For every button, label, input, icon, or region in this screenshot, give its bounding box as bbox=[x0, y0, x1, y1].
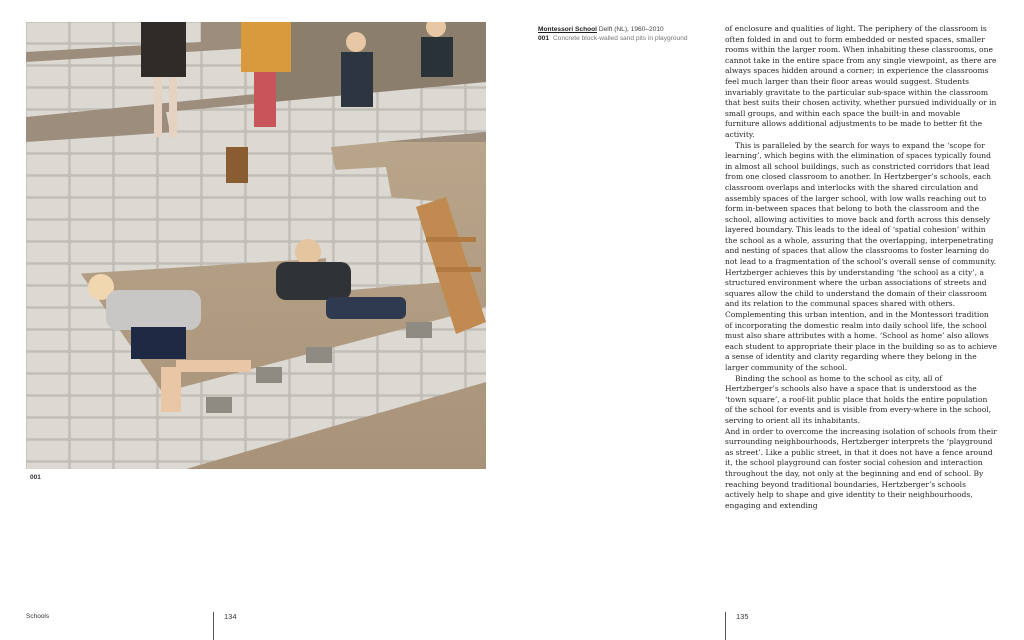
paragraph: Binding the school as home to the school as city, all of Hertzberger’s schools also have a space that is understood as the ‘town square’, a roof-lit public place that holds the entire population of the school for events and is visible from every-where in the school, serving to orient all its inhabitants. bbox=[725, 373, 992, 425]
caption-place: Delft (NL), 1960–2010 bbox=[598, 26, 664, 33]
photo-sand-pits bbox=[26, 22, 486, 469]
caption-title: Montessori School bbox=[538, 26, 597, 33]
running-footer-section: Schools bbox=[26, 613, 50, 620]
page-number-left: 134 bbox=[224, 612, 237, 621]
paragraph: This is paralleled by the search for ways to expand the ‘scope for learning’, which begins with the elimination of spaces typically found in almost all school buildings, such as constricted corridors that lead from one closed classroom to another. In Hertzberger’s schools, each classroom overlaps and interlocks with the shared circulation and assembly spaces of the larger school, with low walls reaching out to form in-between spaces that belong to both the classroom and the school, allowing activities to move back and forth across this densely layered boundary. This leads to the ideal of ‘spatial cohesion’ within the school as a whole, assuring that the overlapping, interpenetrating and nesting of spaces that allow the classrooms to foster learning do not lead to a fragmentation of the school’s overall sense of community. Hertzberger achieves this by understanding ‘the school as a city’, a structured environment where the urban associations of streets and squares allow the child to understand the domain of their classroom and its relation to the communal spaces shared with others. Complementing this urban intention, and in the Montessori tradition of incorporating the domestic realm into daily school life, the school must also share attributes with a home. ‘School as home’ also allows each student to appropriate their place in the building so as to achieve a sense of identity and clarity regarding where they belong in the larger community of the school. bbox=[725, 140, 998, 372]
caption-number: 001 bbox=[538, 35, 550, 42]
paragraph: And in order to overcome the increasing isolation of schools from their surrounding neighbourhoods, Hertzberger interprets the ‘playground as street’. Like a public street, in that it does not have a fence around it, the school playground can foster social cohesion and interaction throughout the day, not only at the beginning and end of school. By reaching beyond traditional boundaries, Hertzberger’s schools actively help to shape and give identity to their neighbourhoods, engaging and extending bbox=[725, 426, 997, 510]
figure-number: 001 bbox=[30, 474, 41, 481]
figure-caption bbox=[538, 25, 688, 43]
body-text-column bbox=[725, 24, 997, 511]
caption-description: Concrete block-walled sand pits in playground bbox=[553, 35, 688, 42]
page-number-right: 135 bbox=[736, 612, 749, 621]
footer-rule-left bbox=[213, 612, 214, 640]
footer-rule-right bbox=[725, 612, 726, 640]
paragraph: of enclosure and qualities of light. The periphery of the classroom is often folded in and out to form embedded or nested spaces, smaller rooms within the larger room. When inhabiting these classrooms, one cannot take in the entire space from any single viewpoint, as there are always spaces hidden around a corner; in experience the classrooms feel much larger than their floor areas would suggest. Students invariably gravitate to the particular sub-space within the classroom that best suits their chosen activity, whether pursued individually or in small groups, and within each space the built-in and movable furniture allows additional adjustments to be made to better fit the activity. bbox=[725, 24, 997, 139]
